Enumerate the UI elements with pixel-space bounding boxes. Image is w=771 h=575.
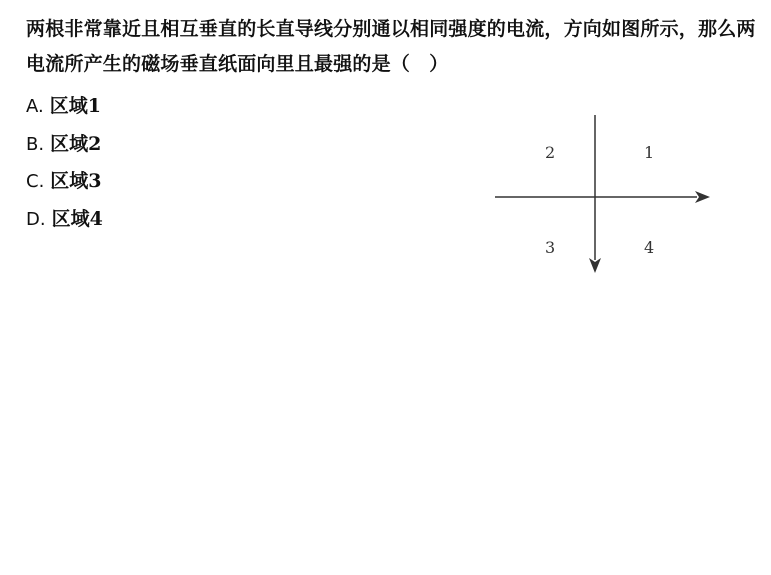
vertical-arrow-icon — [589, 258, 601, 273]
option-a-text: 区域1 — [49, 95, 101, 117]
region-label-2: 2 — [545, 143, 556, 162]
wire-diagram-svg — [490, 110, 720, 280]
option-d[interactable] — [26, 201, 103, 239]
wire-diagram — [490, 110, 720, 280]
region-label-1: 1 — [644, 143, 655, 162]
option-d-letter: D. — [26, 208, 46, 230]
horizontal-arrow-icon — [695, 191, 710, 203]
option-b[interactable] — [26, 126, 103, 164]
question-stem: 两根非常靠近且相互垂直的长直导线分别通以相同强度的电流，方向如图所示，那么两电流所产生的磁场垂直纸面向里且最强的是（ ） — [26, 18, 756, 75]
region-label-3: 3 — [545, 238, 556, 257]
option-c-text: 区域3 — [50, 170, 102, 192]
option-c[interactable] — [26, 163, 103, 201]
option-a-letter: A. — [26, 96, 44, 117]
option-a[interactable] — [26, 88, 103, 126]
option-d-text: 区域4 — [51, 207, 103, 230]
region-label-4: 4 — [644, 238, 655, 257]
option-c-letter: C. — [26, 171, 45, 192]
option-b-letter: B. — [26, 133, 45, 155]
options-list — [26, 88, 103, 238]
option-b-text: 区域2 — [50, 132, 102, 155]
